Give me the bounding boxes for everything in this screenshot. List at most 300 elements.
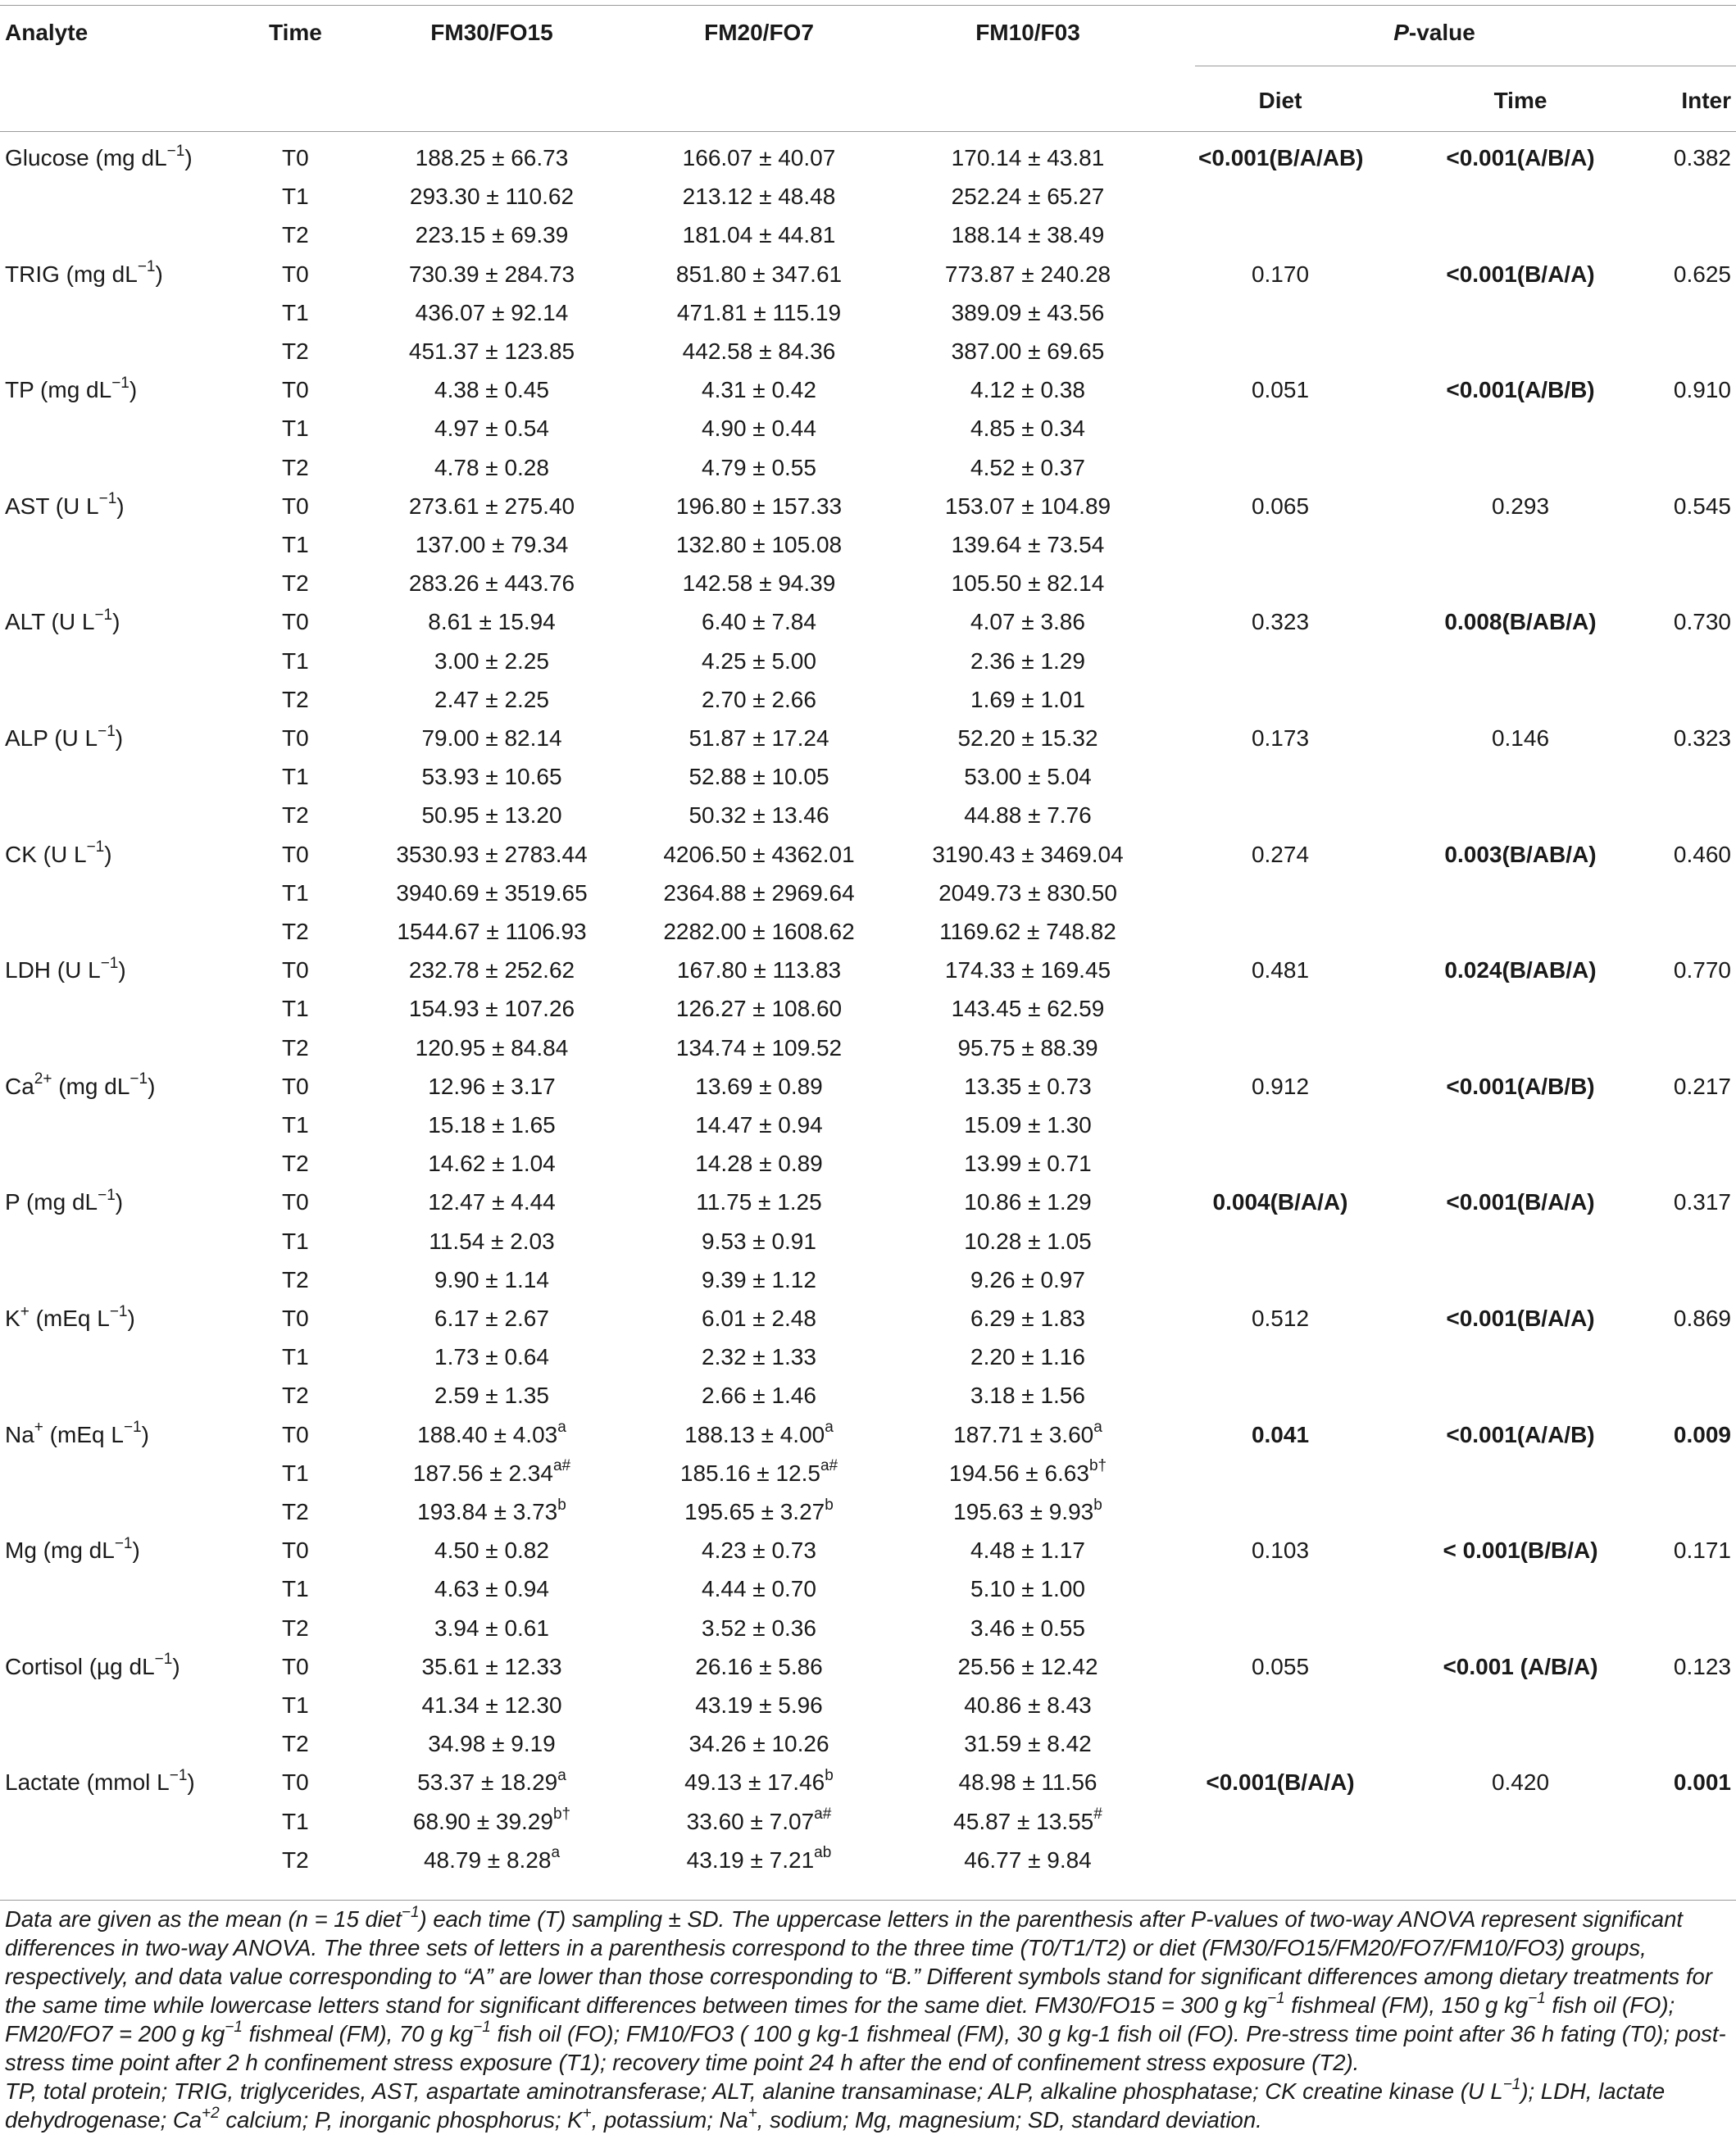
mean-sd: 53.93 ± 10.65 <box>421 764 562 790</box>
mean-sd: 4.25 ± 5.00 <box>702 647 816 674</box>
value-cell <box>897 1266 1159 1294</box>
value-cell <box>628 1111 890 1139</box>
value-cell <box>897 686 1159 714</box>
analyte-name: AST (U L <box>5 493 99 519</box>
mean-sd: 14.28 ± 0.89 <box>695 1151 823 1177</box>
analyte-label <box>5 1070 156 1101</box>
mean-sd: 153.07 ± 104.89 <box>944 493 1111 519</box>
header-diet-1: FM30/FO15 <box>430 20 553 45</box>
value-cell <box>897 570 1159 597</box>
value-cell <box>628 1034 890 1062</box>
value-cell <box>897 1653 1159 1681</box>
value-cell <box>897 1343 1159 1371</box>
mean-sd: 188.14 ± 38.49 <box>951 222 1105 248</box>
value-cell <box>897 183 1159 211</box>
time-point: T2 <box>282 802 309 829</box>
value-cell <box>628 608 890 636</box>
value-cell <box>897 531 1159 559</box>
mean-sd: 11.75 ± 1.25 <box>696 1189 822 1215</box>
analyte-name-tail: ) <box>112 609 120 635</box>
analyte-name: Ca <box>5 1073 34 1099</box>
value-cell <box>628 1769 890 1796</box>
time-point: T0 <box>282 841 309 867</box>
mean-sd: 195.65 ± 3.27 <box>684 1499 825 1524</box>
time-point: T1 <box>282 1344 309 1370</box>
mean-sd: 730.39 ± 284.73 <box>408 261 575 287</box>
value-cell <box>897 1692 1159 1719</box>
analyte-name: Glucose (mg dL <box>5 145 167 170</box>
value-cell <box>897 918 1159 946</box>
significance-mark: a# <box>552 1457 571 1475</box>
value-cell <box>897 956 1159 984</box>
value-cell <box>897 879 1159 907</box>
p-value-time: < 0.001(B/B/A) <box>1443 1538 1598 1564</box>
value-cell <box>897 454 1159 482</box>
value-cell <box>361 763 623 791</box>
value-cell <box>361 686 623 714</box>
value-cell <box>897 1228 1159 1256</box>
p-value-diet: 0.041 <box>1251 1421 1310 1447</box>
value-cell <box>897 724 1159 752</box>
time-point: T0 <box>282 1538 309 1564</box>
time-point: T0 <box>282 493 309 519</box>
p-value-diet: 0.065 <box>1251 493 1310 519</box>
mean-sd: 213.12 ± 48.48 <box>682 184 836 210</box>
value-cell <box>628 1073 890 1101</box>
mean-sd: 79.00 ± 82.14 <box>421 725 562 751</box>
mean-sd: 442.58 ± 84.36 <box>682 338 836 364</box>
value-cell <box>628 1343 890 1371</box>
p-value-inter: 0.317 <box>1673 1189 1731 1215</box>
mean-sd: 15.18 ± 1.65 <box>428 1112 556 1138</box>
analyte-name: Na <box>5 1421 34 1447</box>
value-cell <box>361 879 623 907</box>
p-value-diet: <0.001(B/A/AB) <box>1198 145 1364 170</box>
time-point: T2 <box>282 1499 309 1524</box>
time-point: T1 <box>282 879 309 906</box>
value-cell <box>361 1457 623 1488</box>
analyte-name-tail: ) <box>141 1421 149 1447</box>
mean-sd: 68.90 ± 39.29 <box>412 1808 553 1834</box>
value-cell <box>897 376 1159 404</box>
analyte-name-sup: + <box>20 1302 30 1320</box>
mean-sd: 1.73 ± 0.64 <box>434 1344 549 1370</box>
mean-sd: 143.45 ± 62.59 <box>951 996 1105 1022</box>
value-cell <box>897 1034 1159 1062</box>
p-value-time: 0.293 <box>1491 493 1550 519</box>
significance-mark: a <box>1093 1419 1102 1437</box>
mean-sd: 188.40 ± 4.03 <box>417 1421 558 1447</box>
analyte-name: TRIG (mg dL <box>5 261 138 287</box>
value-cell <box>897 1073 1159 1101</box>
mean-sd: 2364.88 ± 2969.64 <box>663 879 855 906</box>
mean-sd: 6.01 ± 2.48 <box>702 1306 816 1331</box>
analyte-name-tail: ) <box>115 1189 124 1215</box>
mean-sd: 9.53 ± 0.91 <box>702 1228 816 1254</box>
value-cell <box>628 415 890 443</box>
value-cell <box>897 144 1159 172</box>
analyte-unit: (mg dL <box>52 1073 130 1099</box>
p-value-inter: 0.009 <box>1673 1421 1731 1447</box>
value-cell <box>628 995 890 1023</box>
analyte-name-tail: ) <box>155 261 163 287</box>
mean-sd: 154.93 ± 107.26 <box>408 996 575 1022</box>
p-value-time: <0.001(A/B/B) <box>1446 1073 1595 1099</box>
significance-mark: b† <box>1088 1457 1107 1475</box>
analyte-unit-sup: −1 <box>111 374 130 392</box>
value-cell <box>361 1150 623 1178</box>
p-value-inter: 0.910 <box>1673 377 1731 403</box>
top-rule <box>0 5 1736 6</box>
significance-mark: b <box>825 1767 834 1785</box>
mean-sd: 4206.50 ± 4362.01 <box>663 841 855 867</box>
value-cell <box>361 376 623 404</box>
time-point: T1 <box>282 299 309 325</box>
mean-sd: 40.86 ± 8.43 <box>964 1692 1092 1718</box>
time-point: T1 <box>282 1692 309 1718</box>
value-cell <box>897 1457 1159 1488</box>
analyte-unit-sup: −1 <box>154 1651 173 1669</box>
mean-sd: 167.80 ± 113.83 <box>676 957 842 983</box>
p-value-diet: <0.001(B/A/A) <box>1206 1769 1355 1796</box>
analyte-name-tail: ) <box>115 725 124 751</box>
analyte-name-tail: ) <box>148 1073 156 1099</box>
mean-sd: 4.48 ± 1.17 <box>970 1538 1085 1564</box>
mean-sd: 2.59 ± 1.35 <box>434 1383 549 1409</box>
analyte-unit: (mEq L <box>29 1306 110 1331</box>
value-cell <box>361 1305 623 1333</box>
significance-mark: b <box>825 1496 834 1514</box>
analyte-name-tail: ) <box>184 145 193 170</box>
value-cell <box>897 415 1159 443</box>
mean-sd: 26.16 ± 5.86 <box>695 1653 823 1679</box>
mean-sd: 53.00 ± 5.04 <box>964 764 1092 790</box>
value-cell <box>628 802 890 829</box>
mean-sd: 10.28 ± 1.05 <box>964 1228 1092 1254</box>
header-bottom-rule <box>0 131 1736 132</box>
time-point: T2 <box>282 338 309 364</box>
time-point: T0 <box>282 1306 309 1331</box>
p-value-time: <0.001(B/A/A) <box>1446 1189 1595 1215</box>
mean-sd: 43.19 ± 5.96 <box>695 1692 823 1718</box>
p-value-inter: 0.123 <box>1673 1653 1731 1679</box>
mean-sd: 283.26 ± 443.76 <box>408 570 575 597</box>
mean-sd: 132.80 ± 105.08 <box>675 532 843 557</box>
p-value-inter: 0.323 <box>1673 725 1731 751</box>
value-cell <box>361 261 623 288</box>
p-value-time: <0.001(A/B/B) <box>1446 377 1595 403</box>
value-cell <box>361 1730 623 1758</box>
value-cell <box>628 1575 890 1603</box>
time-point: T1 <box>282 184 309 210</box>
time-point: T2 <box>282 454 309 480</box>
mean-sd: 2.32 ± 1.33 <box>702 1344 816 1370</box>
mean-sd: 4.52 ± 0.37 <box>970 454 1085 480</box>
analyte-name: CK (U L <box>5 841 87 867</box>
p-value-time: <0.001(B/A/A) <box>1446 261 1595 287</box>
mean-sd: 10.86 ± 1.29 <box>964 1189 1092 1215</box>
p-value-diet: 0.512 <box>1251 1306 1310 1331</box>
mean-sd: 195.63 ± 9.93 <box>953 1499 1094 1524</box>
time-point: T2 <box>282 1034 309 1061</box>
time-point: T1 <box>282 1460 309 1486</box>
analyte-name: Mg (mg dL <box>5 1538 115 1564</box>
value-cell <box>361 338 623 366</box>
time-point: T0 <box>282 1653 309 1679</box>
time-point: T1 <box>282 532 309 557</box>
mean-sd: 2.70 ± 2.66 <box>702 686 816 712</box>
analyte-unit-sup: −1 <box>137 258 156 276</box>
analyte-name: P (mg dL <box>5 1189 98 1215</box>
analyte-unit-sup: −1 <box>130 1070 148 1088</box>
value-cell <box>897 802 1159 829</box>
value-cell <box>361 1808 623 1836</box>
time-point: T2 <box>282 919 309 944</box>
value-cell <box>897 1537 1159 1565</box>
value-cell <box>361 918 623 946</box>
p-value-inter: 0.382 <box>1673 145 1731 170</box>
mean-sd: 8.61 ± 15.94 <box>428 609 556 635</box>
p-value-inter: 0.625 <box>1673 261 1731 287</box>
value-cell <box>897 1498 1159 1526</box>
analyte-unit-sup: −1 <box>166 142 185 160</box>
value-cell <box>897 1421 1159 1449</box>
p-value-time: 0.024(B/AB/A) <box>1444 957 1597 983</box>
p-value-time: 0.003(B/AB/A) <box>1444 841 1597 867</box>
analyte-unit-sup: −1 <box>94 606 113 625</box>
mean-sd: 9.39 ± 1.12 <box>702 1266 816 1292</box>
p-value-time: 0.420 <box>1491 1769 1550 1796</box>
value-cell <box>361 1382 623 1410</box>
mean-sd: 9.26 ± 0.97 <box>970 1266 1085 1292</box>
mean-sd: 4.07 ± 3.86 <box>970 609 1085 635</box>
header-pvalue-rest: -value <box>1408 20 1475 45</box>
p-value-inter: 0.460 <box>1673 841 1731 867</box>
mean-sd: 41.34 ± 12.30 <box>421 1692 562 1718</box>
mean-sd: 14.47 ± 0.94 <box>695 1112 823 1138</box>
value-cell <box>897 1575 1159 1603</box>
value-cell <box>628 221 890 249</box>
analyte-name: Lactate (mmol L <box>5 1769 170 1796</box>
time-point: T2 <box>282 1615 309 1641</box>
time-point: T1 <box>282 996 309 1022</box>
mean-sd: 187.56 ± 2.34 <box>412 1460 553 1486</box>
mean-sd: 13.99 ± 0.71 <box>964 1151 1092 1177</box>
mean-sd: 50.95 ± 13.20 <box>421 802 562 829</box>
value-cell <box>628 724 890 752</box>
value-cell <box>628 376 890 404</box>
significance-mark: a# <box>814 1806 832 1824</box>
mean-sd: 95.75 ± 88.39 <box>957 1034 1098 1061</box>
mean-sd: 52.88 ± 10.05 <box>688 764 829 790</box>
value-cell <box>361 299 623 327</box>
time-point: T1 <box>282 1576 309 1602</box>
p-value-diet: 0.323 <box>1251 609 1310 635</box>
analyte-unit-sup: −1 <box>86 838 105 856</box>
analyte-label <box>5 376 137 404</box>
mean-sd: 12.96 ± 3.17 <box>428 1073 556 1099</box>
analyte-label <box>5 1421 149 1449</box>
value-cell <box>628 338 890 366</box>
value-cell <box>897 1382 1159 1410</box>
header-diet-2: FM20/FO7 <box>704 20 814 45</box>
analyte-name-tail: ) <box>104 841 112 867</box>
value-cell <box>361 1111 623 1139</box>
header-time: Time <box>269 20 322 45</box>
value-cell <box>628 1188 890 1216</box>
analyte-name-tail: ) <box>187 1769 195 1796</box>
mean-sd: 4.90 ± 0.44 <box>702 416 816 442</box>
value-cell <box>361 1615 623 1642</box>
mean-sd: 49.13 ± 17.46 <box>684 1769 825 1796</box>
mean-sd: 2.20 ± 1.16 <box>970 1344 1085 1370</box>
header-sub-time: Time <box>1493 88 1547 113</box>
p-value-diet: 0.004(B/A/A) <box>1212 1189 1348 1215</box>
value-cell <box>361 1421 623 1449</box>
value-cell <box>897 299 1159 327</box>
mean-sd: 48.79 ± 8.28 <box>423 1846 552 1873</box>
time-point: T0 <box>282 1421 309 1447</box>
analyte-name-tail: ) <box>118 957 126 983</box>
time-point: T2 <box>282 1151 309 1177</box>
header-diet-3: FM10/F03 <box>975 20 1080 45</box>
significance-mark: b† <box>552 1806 571 1824</box>
p-value-diet: 0.051 <box>1251 377 1310 403</box>
mean-sd: 3.18 ± 1.56 <box>970 1383 1085 1409</box>
mean-sd: 193.84 ± 3.73 <box>417 1499 558 1524</box>
analyte-name-sup: 2+ <box>34 1070 52 1088</box>
significance-mark: b <box>557 1496 566 1514</box>
p-value-diet: 0.274 <box>1251 841 1310 867</box>
mean-sd: 4.50 ± 0.82 <box>434 1538 549 1564</box>
p-value-diet: 0.055 <box>1251 1653 1310 1679</box>
time-point: T0 <box>282 1189 309 1215</box>
mean-sd: 4.79 ± 0.55 <box>702 454 816 480</box>
mean-sd: 293.30 ± 110.62 <box>409 184 575 210</box>
mean-sd: 139.64 ± 73.54 <box>951 532 1105 557</box>
value-cell <box>361 802 623 829</box>
mean-sd: 31.59 ± 8.42 <box>964 1731 1092 1757</box>
value-cell <box>361 221 623 249</box>
time-point: T0 <box>282 725 309 751</box>
mean-sd: 5.10 ± 1.00 <box>970 1576 1085 1602</box>
analyte-name-sup: + <box>34 1419 43 1437</box>
value-cell <box>361 183 623 211</box>
time-point: T1 <box>282 1112 309 1138</box>
value-cell <box>361 1073 623 1101</box>
significance-mark: # <box>1093 1806 1102 1824</box>
mean-sd: 51.87 ± 17.24 <box>688 725 829 751</box>
mean-sd: 185.16 ± 12.5 <box>679 1460 820 1486</box>
time-point: T0 <box>282 609 309 635</box>
mean-sd: 436.07 ± 92.14 <box>415 299 569 325</box>
mean-sd: 773.87 ± 240.28 <box>944 261 1111 287</box>
analyte-name: TP (mg dL <box>5 377 112 403</box>
mean-sd: 34.98 ± 9.19 <box>428 1731 556 1757</box>
value-cell <box>897 608 1159 636</box>
mean-sd: 43.19 ± 7.21 <box>686 1846 815 1873</box>
mean-sd: 471.81 ± 115.19 <box>676 299 842 325</box>
value-cell <box>628 1305 890 1333</box>
analyte-label <box>5 1534 140 1565</box>
value-cell <box>628 144 890 172</box>
p-value-inter: 0.770 <box>1673 957 1731 983</box>
mean-sd: 4.97 ± 0.54 <box>434 416 549 442</box>
analyte-name-tail: ) <box>116 493 125 519</box>
value-cell <box>628 956 890 984</box>
time-point: T0 <box>282 1073 309 1099</box>
p-value-diet: 0.103 <box>1251 1538 1310 1564</box>
analyte-label <box>5 1302 135 1333</box>
value-cell <box>361 1537 623 1565</box>
p-value-inter: 0.001 <box>1673 1769 1731 1796</box>
mean-sd: 174.33 ± 169.45 <box>944 957 1111 983</box>
p-value-diet: 0.170 <box>1251 261 1310 287</box>
p-value-inter: 0.171 <box>1673 1538 1731 1564</box>
mean-sd: 387.00 ± 69.65 <box>951 338 1105 364</box>
mean-sd: 46.77 ± 9.84 <box>964 1846 1092 1873</box>
mean-sd: 48.98 ± 11.56 <box>958 1769 1097 1796</box>
mean-sd: 232.78 ± 252.62 <box>408 957 575 983</box>
value-cell <box>361 956 623 984</box>
time-point: T1 <box>282 764 309 790</box>
value-cell <box>628 1537 890 1565</box>
mean-sd: 6.17 ± 2.67 <box>434 1306 549 1331</box>
mean-sd: 2.47 ± 2.25 <box>434 686 549 712</box>
mean-sd: 13.35 ± 0.73 <box>964 1073 1092 1099</box>
mean-sd: 3.52 ± 0.36 <box>702 1615 816 1641</box>
time-point: T1 <box>282 1228 309 1254</box>
mean-sd: 252.24 ± 65.27 <box>951 184 1105 210</box>
time-point: T0 <box>282 957 309 983</box>
mean-sd: 223.15 ± 69.39 <box>415 222 569 248</box>
p-value-diet: 0.173 <box>1251 725 1310 751</box>
footnotes <box>5 1905 1726 2134</box>
analyte-label <box>5 144 193 172</box>
mean-sd: 273.61 ± 275.40 <box>408 493 575 519</box>
time-point: T2 <box>282 570 309 597</box>
mean-sd: 3530.93 ± 2783.44 <box>396 841 588 867</box>
mean-sd: 4.63 ± 0.94 <box>434 1576 549 1602</box>
p-value-inter: 0.545 <box>1673 493 1731 519</box>
value-cell <box>361 1228 623 1256</box>
value-cell <box>628 1228 890 1256</box>
mean-sd: 389.09 ± 43.56 <box>951 299 1105 325</box>
p-value-inter: 0.217 <box>1673 1073 1731 1099</box>
value-cell <box>628 570 890 597</box>
analyte-label <box>5 724 123 752</box>
value-cell <box>361 608 623 636</box>
value-cell <box>628 454 890 482</box>
mean-sd: 188.13 ± 4.00 <box>684 1421 825 1447</box>
time-point: T1 <box>282 416 309 442</box>
footnote-data-description: Data are given as the mean (n = 15 diet$^{-1}$) each time (T) sampling ± SD. The uppercase letters in the parenthesis after P-values of two-way ANOVA represent significant differences in two-way ANOVA. The three sets of letters in a parenthesis correspond to the three time (T0/T1/T2) or diet (FM30/FO15/FM20/FO7/FM10/FO3) groups, respectively, and data value corresponding to “A” are lower than those corresponding to “B.” Different symbols stand for significant differences among dietary treatments for the same time while lowercase letters stand for significant differences between times for the same diet. FM30/FO15 = 300 g $kg^{-1}$ fishmeal (FM), 150 g $kg^{-1}$ fish oil (FO); FM20/FO7 = 200 g $kg^{-1}$ fishmeal (FM), 70 g $kg^{-1}$ fish oil (FO); FM10/FO3 ( 100 g kg-1 fishmeal (FM), 30 g kg-1 fish oil (FO). Pre-stress time point after 36 h fating (T0); post-stress time point after 2 h confinement stress exposure (T1); recovery time point 24 h after the end of confinement stress exposure (T2). <box>5 1903 1726 2075</box>
value-cell <box>897 1111 1159 1139</box>
value-cell <box>361 454 623 482</box>
value-cell <box>628 1150 890 1178</box>
value-cell <box>361 724 623 752</box>
mean-sd: 1.69 ± 1.01 <box>970 686 1085 712</box>
analyte-unit-sup: −1 <box>109 1302 128 1320</box>
analyte-label <box>5 490 125 520</box>
analyte-label <box>5 258 163 288</box>
p-value-diet: 0.481 <box>1251 957 1310 983</box>
value-cell <box>628 1692 890 1719</box>
mean-sd: 4.78 ± 0.28 <box>434 454 549 480</box>
analyte-name: ALP (U L <box>5 725 98 751</box>
significance-mark: a <box>551 1844 561 1862</box>
value-cell <box>361 647 623 675</box>
